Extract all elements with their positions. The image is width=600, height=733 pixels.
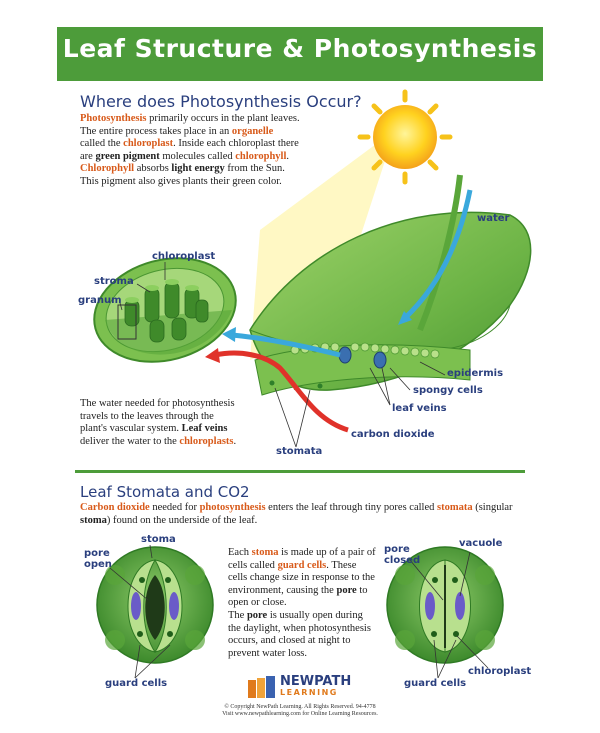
pore-paragraph — [228, 610, 378, 660]
text-run: pore — [246, 610, 268, 621]
brand-name: NEWPATH — [280, 674, 352, 689]
text-run: stomata — [437, 502, 473, 513]
label-stroma: stroma — [94, 276, 134, 287]
label-carbon-dioxide: carbon dioxide — [351, 429, 435, 440]
label-stomata: stomata — [276, 446, 323, 457]
stomata-intro-paragraph — [80, 502, 520, 527]
sun-icon — [360, 92, 450, 182]
text-run: chloroplast — [123, 138, 174, 149]
text-run: Photosynthesis — [80, 113, 147, 124]
text-run: stoma — [251, 547, 279, 558]
label-leaf-veins: leaf veins — [392, 403, 447, 414]
text-run: molecules called — [159, 150, 236, 162]
text-run: ) found on the underside of the leaf. — [106, 514, 258, 526]
text-run: chloroplasts — [179, 435, 234, 447]
text-run: photosynthesis — [199, 502, 266, 513]
text-run: The — [228, 610, 247, 621]
brand-subtitle: LEARNING — [280, 688, 338, 697]
text-run: light energy — [171, 163, 225, 174]
label-pore-closed: pore closed — [384, 544, 421, 566]
photosynthesis-paragraph — [80, 113, 300, 188]
text-run: . — [286, 150, 290, 162]
stoma-open-illustration — [97, 545, 213, 678]
label-spongy-cells: spongy cells — [413, 385, 483, 396]
label-chloroplast-right: chloroplast — [468, 666, 532, 677]
label-guard-cells-right: guard cells — [404, 678, 467, 689]
label-water: water — [477, 213, 510, 224]
text-run: . These cells change size in response to the environment, causing the — [228, 559, 375, 596]
text-run: is usually open during the daylight, when photosynthesis occurs, and closed at night to prevent water loss. — [228, 610, 371, 659]
text-run: called the — [80, 138, 124, 149]
label-stoma: stoma — [141, 534, 176, 545]
section-heading-photosynthesis: Where does Photosynthesis Occur? — [80, 92, 362, 111]
text-run: Chlorophyll — [80, 163, 135, 174]
text-run: green pigment — [95, 150, 160, 162]
newpath-logo-icon — [248, 676, 276, 700]
label-granum: granum — [78, 295, 122, 306]
section-heading-stomata: Leaf Stomata and CO2 — [80, 483, 250, 501]
text-run: needed for — [149, 502, 200, 513]
text-run: stoma — [80, 514, 107, 526]
text-run: primarily occurs in the plant leaves. The entire process takes place in an — [80, 113, 300, 137]
text-run: . Inside each chloroplast there are — [80, 138, 299, 162]
text-run: organelle — [231, 125, 274, 137]
text-run: Carbon dioxide — [80, 502, 150, 513]
water-paragraph — [80, 398, 240, 448]
page-title: Leaf Structure & Photosynthesis — [62, 34, 538, 63]
label-epidermis: epidermis — [447, 368, 504, 379]
label-pore-open: pore open — [84, 548, 112, 570]
text-run: The water needed for photosynthesis travels to the leaves through the plant's vascular system. — [80, 398, 235, 434]
label-chloroplast: chloroplast — [152, 251, 216, 262]
text-run: (singular — [472, 502, 513, 513]
guard-cells-paragraph — [228, 547, 378, 610]
text-run: Leaf veins — [181, 423, 228, 434]
text-run: is made up of a pair of cells called — [228, 547, 376, 571]
label-vacuole: vacuole — [459, 538, 503, 549]
visit-text: Visit www.newpathlearning.com for Online Learning Resources. — [222, 711, 378, 717]
text-run: to open or close. — [228, 584, 368, 608]
label-guard-cells-left: guard cells — [105, 678, 168, 689]
text-run: pore — [336, 584, 357, 596]
text-run: absorbs — [134, 163, 172, 174]
section-divider — [75, 470, 525, 473]
text-run: chlorophyll — [235, 150, 287, 162]
text-run: deliver the water to the — [80, 435, 180, 447]
text-run: Each — [228, 547, 252, 558]
stoma-closed-illustration — [387, 547, 503, 678]
text-run: guard cells — [277, 559, 327, 571]
copyright-text: © Copyright NewPath Learning. All Rights Reserved. 94-4778 — [224, 704, 376, 710]
text-run: . — [233, 435, 237, 447]
text-run: from the Sun. This pigment also gives plants their green color. — [80, 163, 285, 187]
text-run: enters the leaf through tiny pores called — [265, 502, 437, 513]
